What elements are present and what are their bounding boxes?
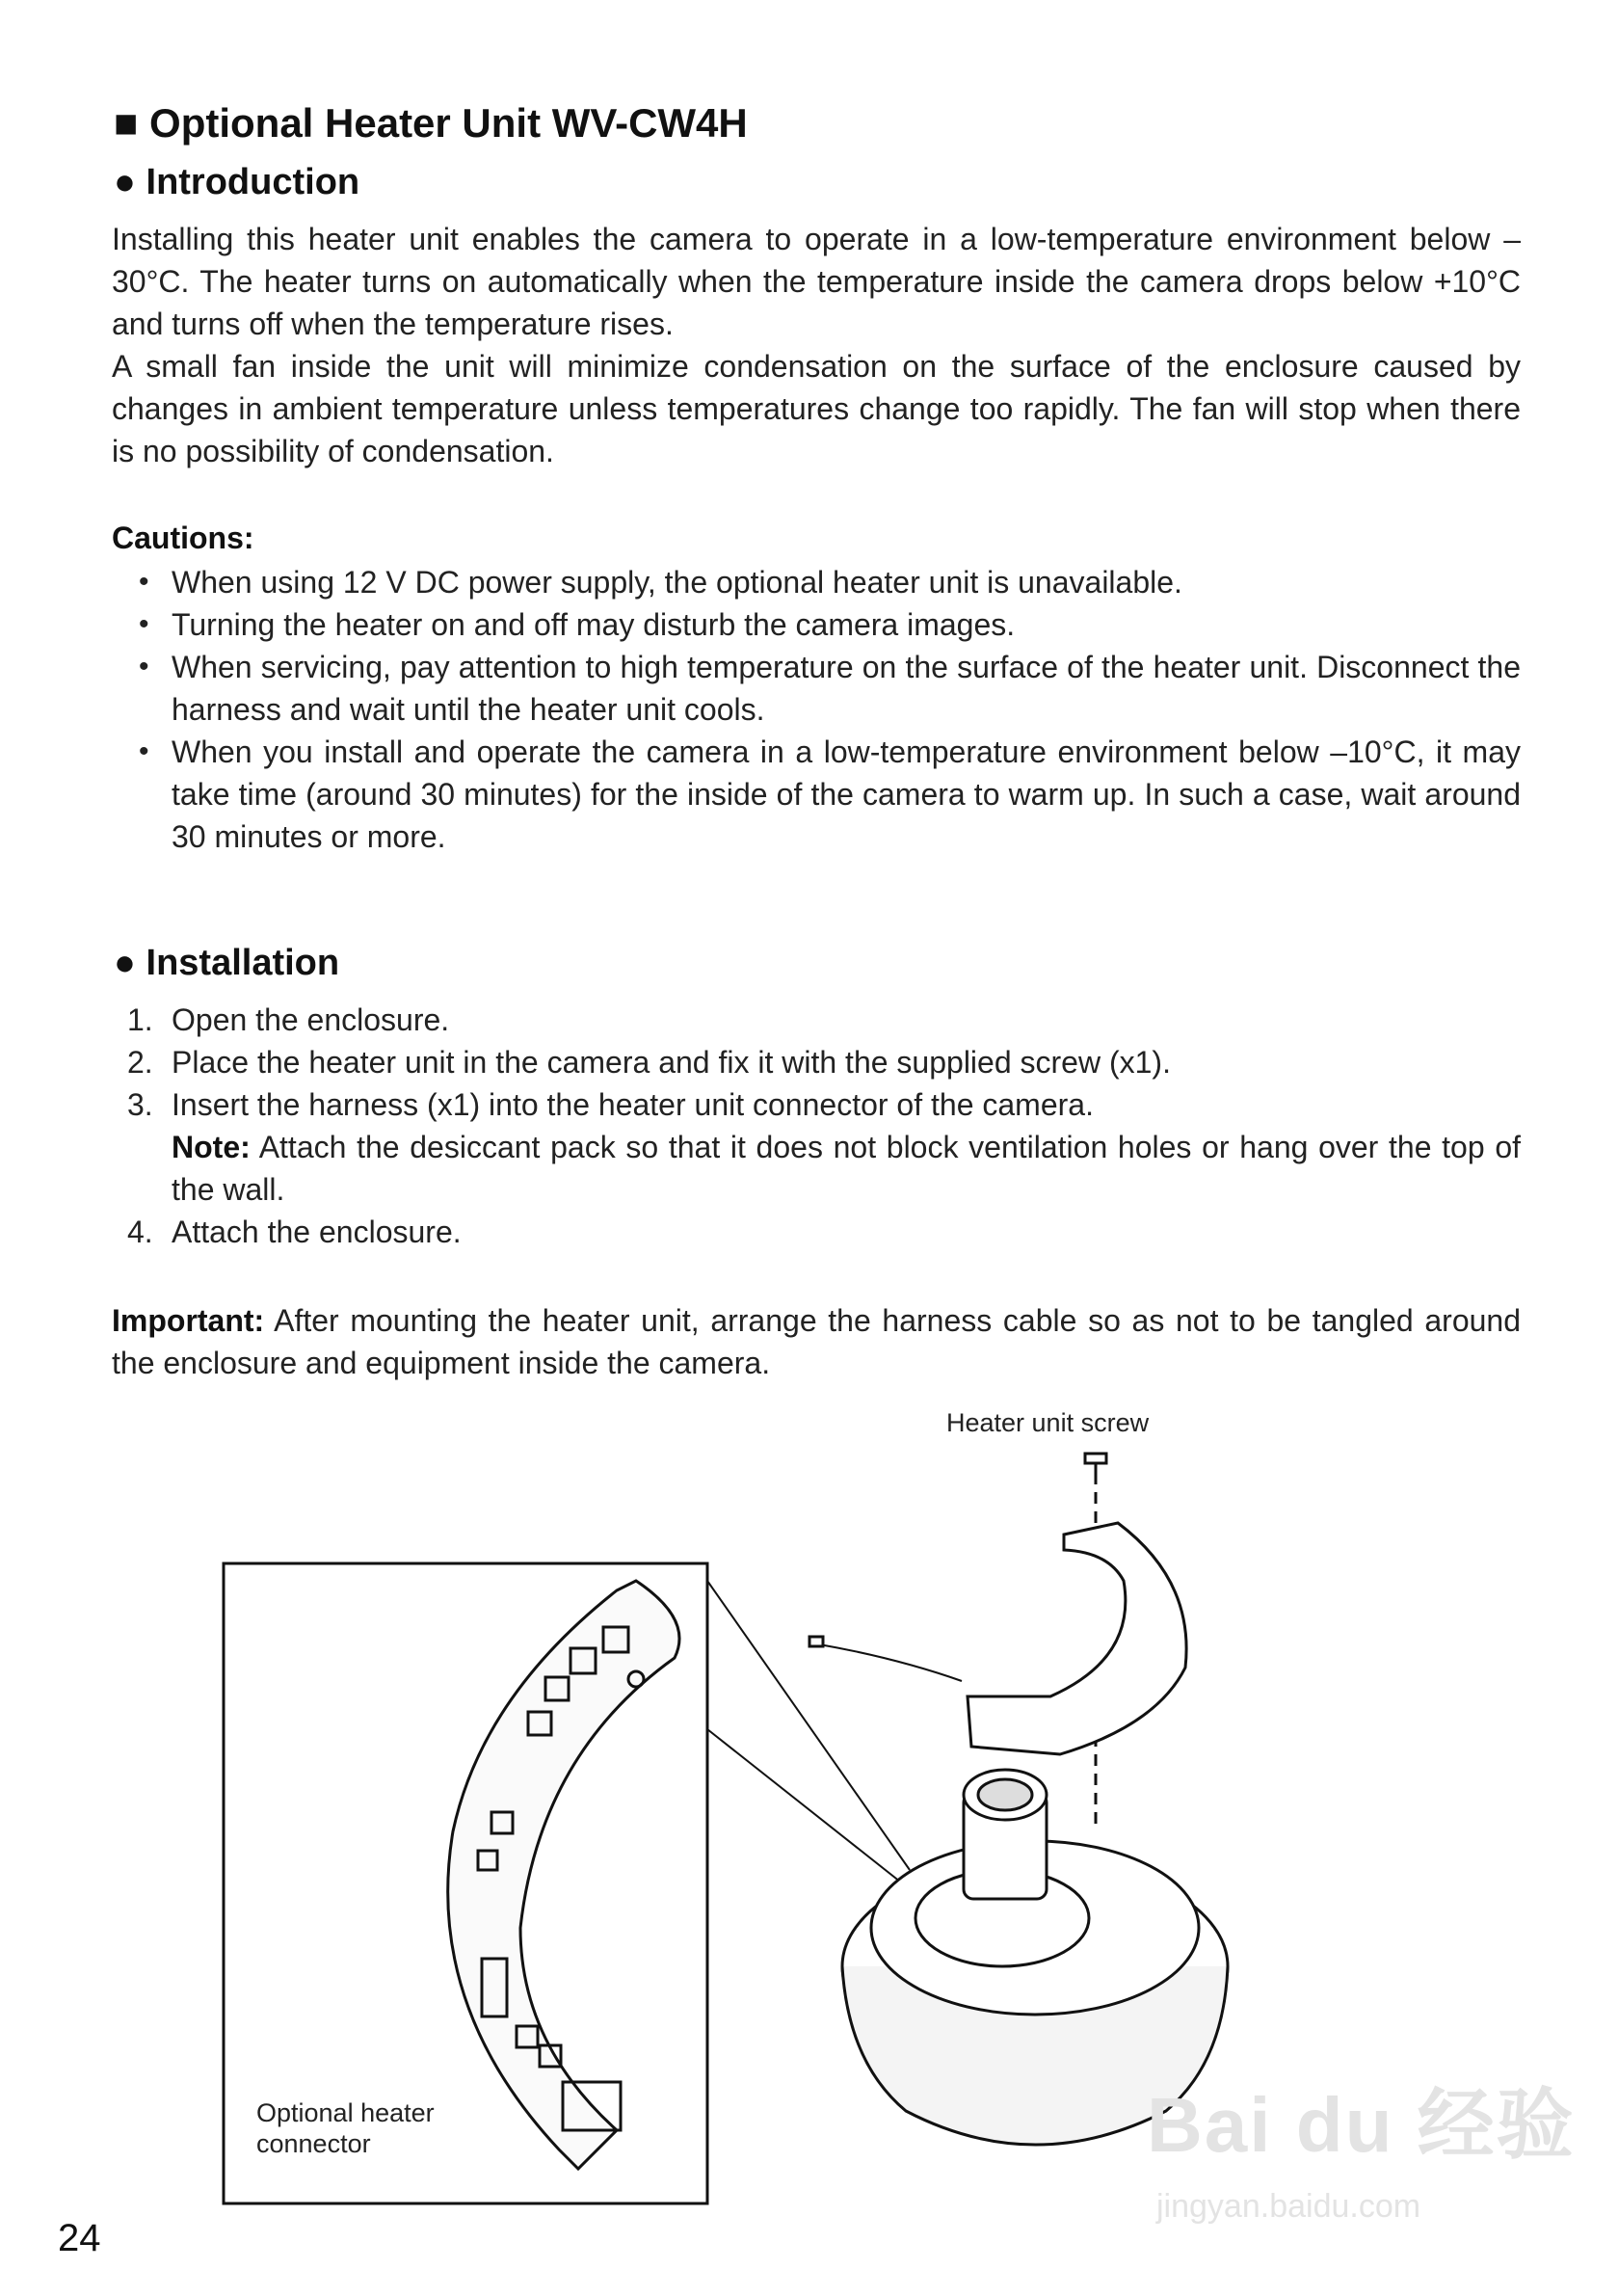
section-title: ■ Optional Heater Unit WV-CW4H — [114, 100, 748, 146]
step-text: Attach the enclosure. — [172, 1215, 462, 1249]
zoom-line-bottom — [707, 1729, 910, 1889]
caution-item: • Turning the heater on and off may disturb the camera images. — [112, 603, 1521, 646]
heater-unit-drawing — [809, 1523, 1186, 1754]
introduction-paragraph-2: A small fan inside the unit will minimize condensation on the surface of the enclosure caused by changes in ambient temperature unless temperatures change too rapidly. The fan will stop when there is no possibility of condensation. — [112, 349, 1521, 468]
connector-label-line2: connector — [256, 2129, 371, 2158]
step-text: Open the enclosure. — [172, 1002, 450, 1037]
important-text: After mounting the heater unit, arrange the harness cable so as not to be tangled around the enclosure and equipment inside the camera. — [112, 1303, 1522, 1380]
page-number: 24 — [58, 2217, 101, 2259]
step-number: 4. — [127, 1215, 153, 1249]
screw-icon — [1085, 1454, 1106, 1831]
watermark-brand: Bai du 经验 — [1147, 2082, 1576, 2168]
note-label: Note: — [172, 1130, 251, 1164]
important-label: Important: — [112, 1303, 265, 1338]
zoom-line-top — [707, 1581, 910, 1870]
watermark-url: jingyan.baidu.com — [1156, 2188, 1421, 2225]
caution-item: • When servicing, pay attention to high temperature on the surface of the heater unit. Disconnect the harness and wait until the heater unit cools. — [112, 646, 1521, 731]
cautions-label: Cautions: — [112, 521, 254, 555]
introduction-paragraph-1: Installing this heater unit enables the camera to operate in a low-temperature environment below –30°C. The heater turns on automatically when the temperature inside the camera drops below +10°C and turns off when the temperature rises. — [112, 222, 1521, 341]
step-number: 2. — [127, 1045, 153, 1080]
step-text: Place the heater unit in the camera and fix it with the supplied screw (x1). — [172, 1045, 1171, 1080]
screw-label: Heater unit screw — [946, 1408, 1150, 1437]
step-text: Insert the harness (x1) into the heater unit connector of the camera. — [172, 1087, 1094, 1122]
connector-label-line1: Optional heater — [256, 2098, 435, 2127]
caution-item: • When you install and operate the camera in a low-temperature environment below –10°C, it may take time (around 30 minutes) for the inside of the camera to warm up. In such a case, wait around 30 minutes or more. — [112, 731, 1521, 858]
introduction-heading: ● Introduction — [114, 162, 360, 202]
baidu-watermark — [1147, 2063, 1576, 2225]
installation-heading: ● Installation — [114, 943, 340, 983]
note-text: Attach the desiccant pack so that it does not block ventilation holes or hang over the top of the wall. — [172, 1130, 1522, 1207]
step-number: 1. — [127, 1002, 153, 1037]
pcb-board-drawing — [448, 1581, 679, 2169]
caution-item: • When using 12 V DC power supply, the optional heater unit is unavailable. — [112, 561, 1521, 603]
step-number: 3. — [127, 1087, 153, 1122]
